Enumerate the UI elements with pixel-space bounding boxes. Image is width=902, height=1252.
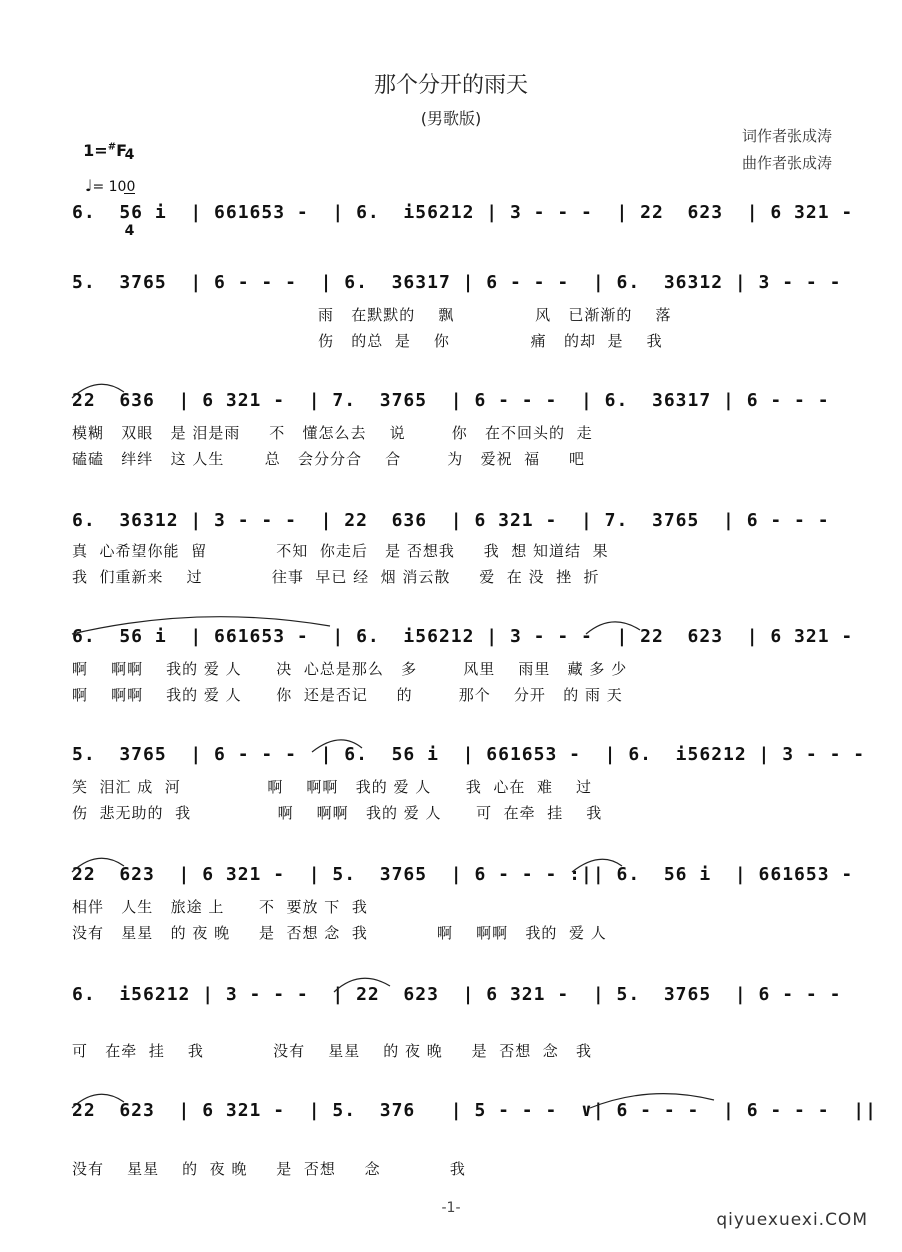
slur-mark xyxy=(312,740,362,752)
system-7-lyrics-1: 相伴 人生 旅途 上 不 要放 下 我 xyxy=(72,898,368,916)
key-sharp: # xyxy=(107,141,117,153)
slur-mark xyxy=(72,858,124,872)
quarter-note-icon: ♩ xyxy=(84,176,93,195)
system-1-notes: 6. 56 i | 661653 - | 6. i56212 | 3 - - - | 22 623 | 6 321 - xyxy=(72,202,854,223)
system-7-notes: 22 623 | 6 321 - | 5. 3765 | 6 - - - :|| 6. 56 i | 661653 - xyxy=(72,864,854,885)
system-8-notes: 6. i56212 | 3 - - - | 22 623 | 6 321 - | 5. 3765 | 6 - - - xyxy=(72,984,842,1005)
slur-mark xyxy=(590,1094,714,1108)
system-6-lyrics-2: 伤 悲无助的 我 啊 啊啊 我的 爱 人 可 在牵 挂 我 xyxy=(72,804,603,822)
system-2-lyrics-2: 伤 的总 是 你 痛 的却 是 我 xyxy=(318,332,663,350)
page-number: -1- xyxy=(441,1200,461,1216)
system-4-lyrics-2: 我 们重新来 过 往事 早已 经 烟 消云散 爱 在 没 挫 折 xyxy=(72,568,600,586)
song-title: 那个分开的雨天 xyxy=(373,73,528,98)
system-7-lyrics-2: 没有 星星 的 夜 晚 是 否想 念 我 啊 啊啊 我的 爱 人 xyxy=(72,924,607,942)
key-note: F xyxy=(116,141,128,160)
tempo-value: = 100 xyxy=(92,179,136,195)
slur-mark xyxy=(72,617,330,634)
system-6-notes: 5. 3765 | 6 - - - | 6. 56 i | 661653 - | 6. i56212 | 3 - - - xyxy=(72,744,866,765)
composer-credit: 曲作者张成涛 xyxy=(741,154,832,172)
system-4-notes: 6. 36312 | 3 - - - | 22 636 | 6 321 - | 7. 3765 | 6 - - - xyxy=(72,510,830,531)
system-8-lyrics-1: 可 在牵 挂 我 没有 星星 的 夜 晚 是 否想 念 我 xyxy=(72,1042,593,1060)
system-5-lyrics-2: 啊 啊啊 我的 爱 人 你 还是否记 的 那个 分开 的 雨 天 xyxy=(72,686,623,704)
system-2-notes: 5. 3765 | 6 - - - | 6. 36317 | 6 - - - | 6. 36312 | 3 - - - xyxy=(72,272,842,293)
lyricist-credit: 词作者张成涛 xyxy=(741,127,832,145)
slur-mark xyxy=(586,622,640,634)
system-9-notes: 22 623 | 6 321 - | 5. 376 | 5 - - - ∨| 6 - - - | 6 - - - || xyxy=(72,1100,877,1121)
slur-mark xyxy=(334,978,390,992)
time-bottom: 4 xyxy=(124,223,135,239)
system-3-lyrics-1: 模糊 双眼 是 泪是雨 不 懂怎么去 说 你 在不回头的 走 xyxy=(72,424,593,442)
system-6-lyrics-1: 笑 泪汇 成 河 啊 啊啊 我的 爱 人 我 心在 难 过 xyxy=(72,778,593,796)
system-3-lyrics-2: 磕磕 绊绊 这 人生 总 会分分合 合 为 爱祝 福 吧 xyxy=(72,450,585,468)
site-watermark: qiyuexuexi.COM xyxy=(716,1210,868,1230)
time-top: 4 xyxy=(124,147,135,163)
system-9-lyrics-1: 没有 星星 的 夜 晚 是 否想 念 我 xyxy=(72,1160,466,1178)
key-prefix: 1= xyxy=(83,141,108,160)
system-2-lyrics-1: 雨 在默默的 飘 风 已渐渐的 落 xyxy=(318,306,672,324)
system-5-notes: 6. 56 i | 661653 - | 6. i56212 | 3 - - - | 22 623 | 6 321 - xyxy=(72,626,854,647)
slur-mark xyxy=(572,859,622,872)
system-5-lyrics-1: 啊 啊啊 我的 爱 人 决 心总是那么 多 风里 雨里 藏 多 少 xyxy=(72,660,628,678)
system-4-lyrics-1: 真 心希望你能 留 不知 你走后 是 否想我 我 想 知道结 果 xyxy=(72,542,609,560)
slur-mark xyxy=(72,384,124,398)
song-subtitle: (男歌版) xyxy=(420,109,482,128)
system-3-notes: 22 636 | 6 321 - | 7. 3765 | 6 - - - | 6. 36317 | 6 - - - xyxy=(72,390,830,411)
slur-mark xyxy=(72,1094,124,1108)
